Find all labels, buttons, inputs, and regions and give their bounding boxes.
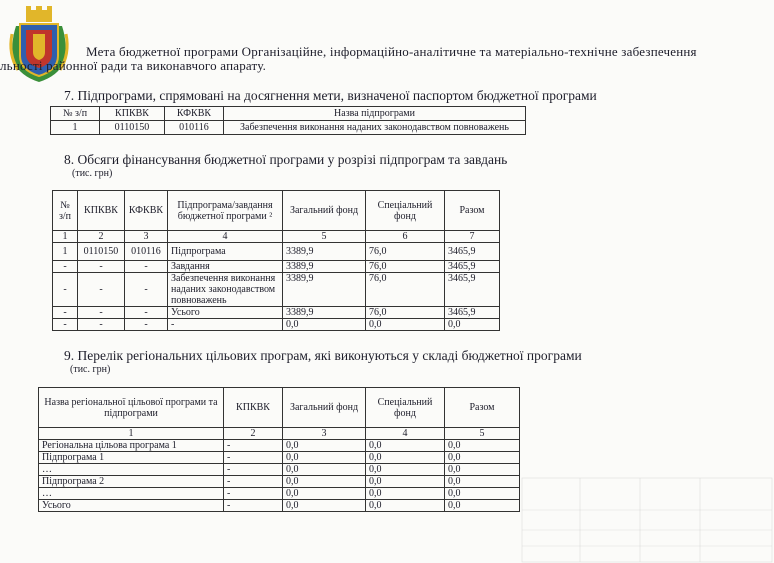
table-row — [39, 488, 520, 500]
table-row — [39, 500, 520, 512]
table-cell: - — [224, 476, 283, 488]
table-cell: - — [53, 273, 78, 307]
table-cell: 76,0 — [366, 261, 445, 273]
table-cell: - — [224, 452, 283, 464]
col-header: КПКВК — [100, 107, 165, 121]
table-cell: - — [53, 261, 78, 273]
table-row — [53, 319, 500, 331]
col-number: 5 — [445, 428, 520, 440]
table-row — [53, 261, 500, 273]
table-cell: 0,0 — [283, 440, 366, 452]
table-row — [53, 307, 500, 319]
table-cell: 1 — [51, 121, 100, 135]
col-header: КФКВК — [165, 107, 224, 121]
col-header: КПКВК — [224, 388, 283, 428]
col-header: КПКВК — [78, 191, 125, 231]
table-row — [39, 452, 520, 464]
table-cell: - — [125, 319, 168, 331]
table-cell: … — [39, 464, 224, 476]
table-cell: 0,0 — [445, 440, 520, 452]
table-cell: - — [224, 488, 283, 500]
table-cell: 3389,9 — [283, 307, 366, 319]
program-goal-line1: Мета бюджетної програми Організаційне, інформаційно-аналітичне та матеріально-технічне забезпечення — [86, 44, 697, 59]
table-cell: - — [53, 319, 78, 331]
table-cell: Підпрограма — [168, 243, 283, 261]
table-row — [39, 476, 520, 488]
table-cell: - — [168, 319, 283, 331]
col-number: 1 — [53, 231, 78, 243]
table-cell: 0,0 — [366, 319, 445, 331]
col-header: КФКВК — [125, 191, 168, 231]
section8-unit: (тис. грн) — [72, 168, 113, 179]
table-cell: 3465,9 — [445, 307, 500, 319]
col-header: Разом — [445, 388, 520, 428]
table-cell: 0,0 — [366, 488, 445, 500]
table-cell: - — [125, 307, 168, 319]
table-cell: - — [125, 273, 168, 307]
bleed-through-lines — [520, 470, 774, 563]
table-cell: 3389,9 — [283, 273, 366, 307]
table-cell: Завдання — [168, 261, 283, 273]
col-number: 7 — [445, 231, 500, 243]
table-cell: Усього — [168, 307, 283, 319]
table-cell: 0,0 — [445, 319, 500, 331]
col-number: 4 — [366, 428, 445, 440]
table-cell: - — [78, 319, 125, 331]
col-number: 3 — [125, 231, 168, 243]
table-cell: 76,0 — [366, 273, 445, 307]
col-header: Загальний фонд — [283, 191, 366, 231]
col-header: Загальний фонд — [283, 388, 366, 428]
col-number: 1 — [39, 428, 224, 440]
col-header: Назва підпрограми — [224, 107, 526, 121]
table-cell: … — [39, 488, 224, 500]
table-cell: 76,0 — [366, 307, 445, 319]
table-cell: 0110150 — [78, 243, 125, 261]
col-number: 6 — [366, 231, 445, 243]
col-header: Назва регіональної цільової програми та підпрограми — [39, 388, 224, 428]
table-cell: 0,0 — [366, 464, 445, 476]
table-cell: - — [224, 440, 283, 452]
table-cell: 3465,9 — [445, 261, 500, 273]
table-cell: 010116 — [165, 121, 224, 135]
table-cell: 0,0 — [366, 440, 445, 452]
table-cell: Усього — [39, 500, 224, 512]
table-cell: 0,0 — [445, 488, 520, 500]
col-header: Спеціальний фонд — [366, 388, 445, 428]
table-cell: 0,0 — [366, 476, 445, 488]
table-cell: 0,0 — [366, 452, 445, 464]
table-cell: - — [125, 261, 168, 273]
col-number: 2 — [224, 428, 283, 440]
table-cell: 0,0 — [366, 500, 445, 512]
table-cell: 0,0 — [283, 476, 366, 488]
table-cell: 0110150 — [100, 121, 165, 135]
table-cell: 0,0 — [283, 319, 366, 331]
table-row — [39, 440, 520, 452]
table-cell: 0,0 — [283, 488, 366, 500]
table-cell: Підпрограма 2 — [39, 476, 224, 488]
section8-title: 8. Обсяги фінансування бюджетної програми у розрізі підпрограм та завдань — [64, 152, 508, 167]
table-cell: 3465,9 — [445, 243, 500, 261]
table-cell: 76,0 — [366, 243, 445, 261]
table-cell: - — [78, 261, 125, 273]
table-cell: 0,0 — [445, 464, 520, 476]
section7-title: 7. Підпрограми, спрямовані на досягнення мети, визначеної паспортом бюджетної програми — [64, 88, 597, 103]
table-cell: Підпрограма 1 — [39, 452, 224, 464]
table-row — [53, 243, 500, 261]
table-cell: - — [224, 500, 283, 512]
col-header: Підпрограма/завдання бюджетної програми ² — [168, 191, 283, 231]
table-row — [51, 121, 526, 135]
table-cell: Забезпечення виконання наданих законодавством повноважень — [224, 121, 526, 135]
table-cell: 3465,9 — [445, 273, 500, 307]
table-cell: Забезпечення виконання наданих законодавством повноважень — [168, 273, 283, 307]
col-header: Спеціальний фонд — [366, 191, 445, 231]
section7-table — [50, 106, 526, 135]
table-cell: 010116 — [125, 243, 168, 261]
section9-title: 9. Перелік регіональних цільових програм, які виконуються у складі бюджетної програми — [64, 348, 582, 363]
table-cell: 3389,9 — [283, 243, 366, 261]
col-number: 3 — [283, 428, 366, 440]
table-cell: - — [78, 273, 125, 307]
section9-unit: (тис. грн) — [70, 364, 111, 375]
section9-table — [38, 387, 520, 512]
table-cell: 0,0 — [283, 452, 366, 464]
table-cell: 3389,9 — [283, 261, 366, 273]
col-header: Разом — [445, 191, 500, 231]
section8-table — [52, 190, 500, 331]
table-row — [39, 464, 520, 476]
table-cell: - — [224, 464, 283, 476]
program-goal-line2: льності районної ради та виконавчого апарату. — [0, 58, 267, 73]
col-number: 4 — [168, 231, 283, 243]
table-cell: 0,0 — [445, 500, 520, 512]
col-header: № з/п — [51, 107, 100, 121]
col-number: 5 — [283, 231, 366, 243]
table-cell: 0,0 — [445, 476, 520, 488]
table-cell: 0,0 — [283, 464, 366, 476]
table-row — [53, 273, 500, 307]
table-cell: - — [53, 307, 78, 319]
table-cell: 0,0 — [445, 452, 520, 464]
table-cell: 1 — [53, 243, 78, 261]
table-cell: 0,0 — [283, 500, 366, 512]
col-number: 2 — [78, 231, 125, 243]
table-cell: Регіональна цільова програма 1 — [39, 440, 224, 452]
table-cell: - — [78, 307, 125, 319]
col-header: № з/п — [53, 191, 78, 231]
